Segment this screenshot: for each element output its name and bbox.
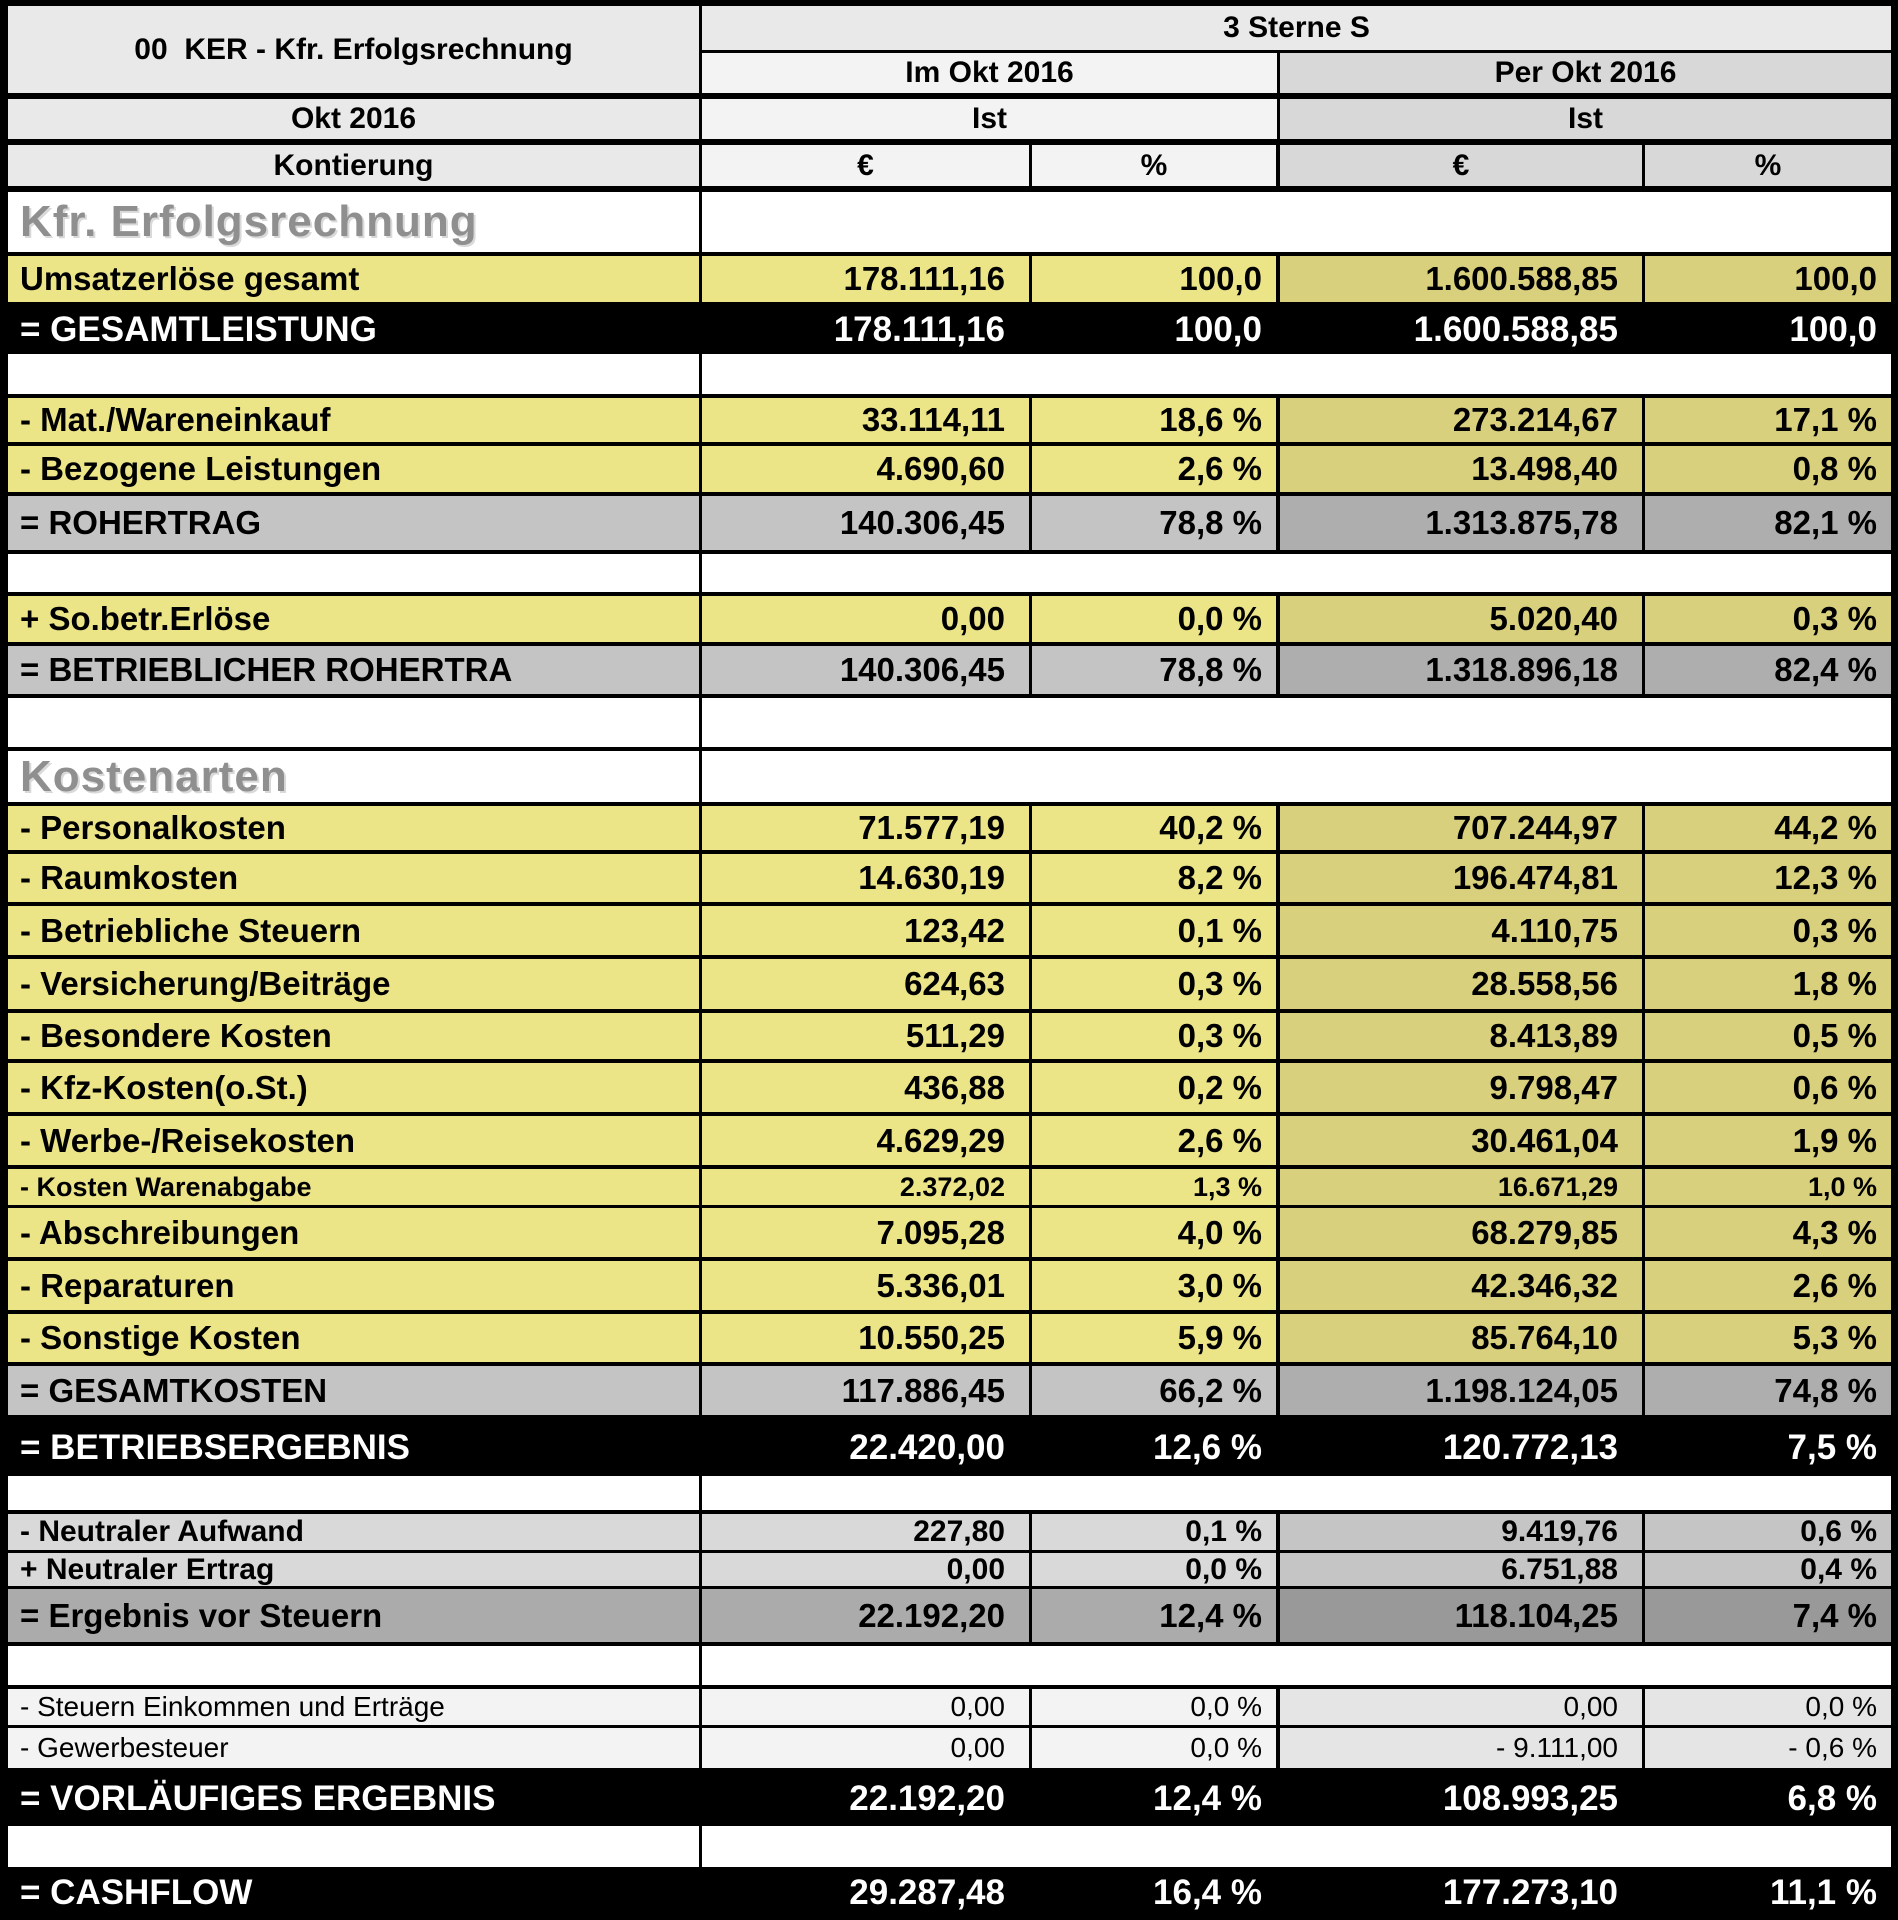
table-row [8, 1261, 1891, 1314]
eur-month-header: € [702, 145, 1032, 186]
pct-ytd-value: 74,8 % [1645, 1366, 1891, 1415]
pct-ytd-value: 100,0 [1645, 256, 1891, 302]
row-label: - Besondere Kosten [8, 1013, 702, 1059]
spacer-row [8, 698, 1891, 751]
row-label: = VORLÄUFIGES ERGEBNIS [8, 1771, 702, 1826]
pct-month-header: % [1032, 145, 1280, 186]
ist-month-label: Ist [702, 99, 1280, 139]
spacer-cell [8, 1826, 702, 1867]
kontierung-label: Kontierung [8, 145, 702, 186]
table-row [8, 306, 1891, 354]
pct-month-value: 0,2 % [1032, 1063, 1280, 1112]
pct-month-value: 18,6 % [1032, 398, 1280, 442]
eur-ytd-value: 1.600.588,85 [1280, 306, 1645, 354]
pct-ytd-value: 100,0 [1645, 306, 1891, 354]
table-row [8, 1208, 1891, 1261]
table-row [8, 1116, 1891, 1169]
section-title-row [8, 192, 1891, 256]
spacer-row [8, 1476, 1891, 1514]
column-header-row [8, 145, 1891, 192]
eur-month-value: 7.095,28 [702, 1208, 1032, 1257]
eur-month-value: 29.287,48 [702, 1871, 1032, 1914]
spacer-cell [8, 698, 702, 747]
pct-month-value: 78,8 % [1032, 646, 1280, 694]
eur-ytd-value: 0,00 [1280, 1689, 1645, 1725]
eur-month-value: 0,00 [702, 596, 1032, 642]
eur-ytd-value: 108.993,25 [1280, 1771, 1645, 1826]
row-label: - Steuern Einkommen und Erträge [8, 1689, 702, 1725]
eur-month-value: 4.690,60 [702, 446, 1032, 492]
spacer-row [8, 1646, 1891, 1689]
table-row [8, 1013, 1891, 1063]
eur-ytd-value: 5.020,40 [1280, 596, 1645, 642]
table-row [8, 596, 1891, 646]
pct-ytd-value: 0,4 % [1645, 1553, 1891, 1586]
eur-month-value: 22.192,20 [702, 1771, 1032, 1826]
row-label: - Kfz-Kosten(o.St.) [8, 1063, 702, 1112]
spacer-fill [702, 698, 1891, 747]
pct-ytd-value: - 0,6 % [1645, 1728, 1891, 1768]
row-label: - Kosten Warenabgabe [8, 1169, 702, 1205]
pct-ytd-value: 44,2 % [1645, 806, 1891, 850]
period-label: Okt 2016 [8, 99, 702, 139]
pct-month-value: 100,0 [1032, 306, 1280, 354]
pct-ytd-value: 4,3 % [1645, 1208, 1891, 1257]
report-header [8, 6, 1891, 99]
eur-ytd-value: 8.413,89 [1280, 1013, 1645, 1059]
pct-ytd-value: 2,6 % [1645, 1261, 1891, 1310]
row-label: - Sonstige Kosten [8, 1314, 702, 1362]
pct-ytd-value: 12,3 % [1645, 854, 1891, 902]
row-label: Umsatzerlöse gesamt [8, 256, 702, 302]
eur-ytd-header: € [1280, 145, 1645, 186]
table-row [8, 1771, 1891, 1826]
row-label: - Raumkosten [8, 854, 702, 902]
eur-ytd-value: 13.498,40 [1280, 446, 1645, 492]
pct-month-value: 0,1 % [1032, 1514, 1280, 1550]
row-label: - Neutraler Aufwand [8, 1514, 702, 1550]
table-row [8, 1314, 1891, 1366]
eur-month-value: 178.111,16 [702, 306, 1032, 354]
spacer-fill [702, 1646, 1891, 1685]
table-row [8, 1689, 1891, 1728]
entity-name: 3 Sterne S [702, 6, 1891, 53]
pct-ytd-value: 0,3 % [1645, 906, 1891, 955]
eur-month-value: 178.111,16 [702, 256, 1032, 302]
pct-month-value: 16,4 % [1032, 1871, 1280, 1914]
spacer-fill [702, 1826, 1891, 1867]
spacer-fill [702, 751, 1891, 802]
table-row [8, 959, 1891, 1013]
eur-ytd-value: 273.214,67 [1280, 398, 1645, 442]
pct-month-value: 2,6 % [1032, 1116, 1280, 1165]
pct-month-value: 40,2 % [1032, 806, 1280, 850]
table-row [8, 1063, 1891, 1116]
pct-ytd-value: 7,5 % [1645, 1419, 1891, 1476]
pct-month-value: 66,2 % [1032, 1366, 1280, 1415]
eur-month-value: 140.306,45 [702, 646, 1032, 694]
eur-ytd-value: - 9.111,00 [1280, 1728, 1645, 1768]
report-header-right [702, 6, 1891, 93]
eur-ytd-value: 1.198.124,05 [1280, 1366, 1645, 1415]
pct-month-value: 0,3 % [1032, 1013, 1280, 1059]
row-label: = CASHFLOW [8, 1871, 702, 1914]
pct-month-value: 2,6 % [1032, 446, 1280, 492]
pct-ytd-value: 17,1 % [1645, 398, 1891, 442]
pct-month-value: 0,0 % [1032, 1689, 1280, 1725]
pct-month-value: 1,3 % [1032, 1169, 1280, 1205]
section-title: Kostenarten [8, 751, 702, 802]
eur-ytd-value: 4.110,75 [1280, 906, 1645, 955]
pct-ytd-header: % [1645, 145, 1891, 186]
pct-month-value: 0,1 % [1032, 906, 1280, 955]
row-label: = GESAMTLEISTUNG [8, 306, 702, 354]
pct-ytd-value: 82,1 % [1645, 496, 1891, 550]
eur-month-value: 14.630,19 [702, 854, 1032, 902]
report-title: 00 KER - Kfr. Erfolgsrechnung [8, 6, 702, 93]
row-label: = Ergebnis vor Steuern [8, 1589, 702, 1642]
pct-ytd-value: 0,0 % [1645, 1689, 1891, 1725]
row-label: + Neutraler Ertrag [8, 1553, 702, 1586]
pct-month-value: 12,6 % [1032, 1419, 1280, 1476]
pct-month-value: 100,0 [1032, 256, 1280, 302]
period-row [8, 99, 1891, 145]
pct-month-value: 5,9 % [1032, 1314, 1280, 1362]
table-row [8, 906, 1891, 959]
eur-month-value: 5.336,01 [702, 1261, 1032, 1310]
report-body [8, 192, 1891, 1914]
row-label: = GESAMTKOSTEN [8, 1366, 702, 1415]
eur-ytd-value: 1.318.896,18 [1280, 646, 1645, 694]
pct-ytd-value: 1,9 % [1645, 1116, 1891, 1165]
row-label: - Mat./Wareneinkauf [8, 398, 702, 442]
eur-ytd-value: 1.600.588,85 [1280, 256, 1645, 302]
table-row [8, 854, 1891, 906]
pct-month-value: 3,0 % [1032, 1261, 1280, 1310]
row-label: = ROHERTRAG [8, 496, 702, 550]
spacer-row [8, 554, 1891, 596]
eur-ytd-value: 196.474,81 [1280, 854, 1645, 902]
row-label: - Reparaturen [8, 1261, 702, 1310]
eur-month-value: 436,88 [702, 1063, 1032, 1112]
row-label: - Gewerbesteuer [8, 1728, 702, 1768]
eur-month-value: 2.372,02 [702, 1169, 1032, 1205]
spacer-cell [8, 554, 702, 592]
eur-month-value: 117.886,45 [702, 1366, 1032, 1415]
spacer-fill [702, 354, 1891, 394]
eur-ytd-value: 16.671,29 [1280, 1169, 1645, 1205]
pct-month-value: 78,8 % [1032, 496, 1280, 550]
row-label: - Abschreibungen [8, 1208, 702, 1257]
pct-ytd-value: 0,8 % [1645, 446, 1891, 492]
pct-ytd-value: 11,1 % [1645, 1871, 1891, 1914]
eur-month-value: 0,00 [702, 1689, 1032, 1725]
eur-ytd-value: 1.313.875,78 [1280, 496, 1645, 550]
eur-ytd-value: 85.764,10 [1280, 1314, 1645, 1362]
pct-ytd-value: 6,8 % [1645, 1771, 1891, 1826]
pct-ytd-value: 0,6 % [1645, 1063, 1891, 1112]
pct-month-value: 0,0 % [1032, 1728, 1280, 1768]
spacer-cell [8, 1476, 702, 1510]
eur-ytd-value: 42.346,32 [1280, 1261, 1645, 1310]
table-row [8, 1169, 1891, 1208]
row-label: + So.betr.Erlöse [8, 596, 702, 642]
eur-month-value: 33.114,11 [702, 398, 1032, 442]
spacer-fill [702, 554, 1891, 592]
eur-ytd-value: 118.104,25 [1280, 1589, 1645, 1642]
spacer-cell [8, 354, 702, 394]
eur-ytd-value: 120.772,13 [1280, 1419, 1645, 1476]
table-row [8, 1871, 1891, 1914]
row-label: - Personalkosten [8, 806, 702, 850]
row-label: - Betriebliche Steuern [8, 906, 702, 955]
eur-ytd-value: 707.244,97 [1280, 806, 1645, 850]
pct-month-value: 12,4 % [1032, 1771, 1280, 1826]
table-row [8, 256, 1891, 306]
pct-ytd-value: 1,0 % [1645, 1169, 1891, 1205]
eur-month-value: 624,63 [702, 959, 1032, 1009]
pct-month-value: 4,0 % [1032, 1208, 1280, 1257]
table-row [8, 646, 1891, 698]
pct-ytd-value: 0,5 % [1645, 1013, 1891, 1059]
table-row [8, 446, 1891, 496]
row-label: - Bezogene Leistungen [8, 446, 702, 492]
pct-ytd-value: 5,3 % [1645, 1314, 1891, 1362]
eur-ytd-value: 177.273,10 [1280, 1871, 1645, 1914]
eur-ytd-value: 68.279,85 [1280, 1208, 1645, 1257]
eur-month-value: 227,80 [702, 1514, 1032, 1550]
table-row [8, 1366, 1891, 1419]
pct-month-value: 12,4 % [1032, 1589, 1280, 1642]
pct-month-value: 0,0 % [1032, 596, 1280, 642]
spacer-fill [702, 1476, 1891, 1510]
table-row [8, 1514, 1891, 1553]
eur-month-value: 22.420,00 [702, 1419, 1032, 1476]
eur-month-value: 22.192,20 [702, 1589, 1032, 1642]
column-group-ytd: Per Okt 2016 [1280, 53, 1891, 93]
eur-month-value: 123,42 [702, 906, 1032, 955]
pct-ytd-value: 0,3 % [1645, 596, 1891, 642]
spacer-fill [702, 192, 1891, 252]
row-label: = BETRIEBSERGEBNIS [8, 1419, 702, 1476]
pct-month-value: 0,0 % [1032, 1553, 1280, 1586]
table-row [8, 1728, 1891, 1771]
pct-ytd-value: 7,4 % [1645, 1589, 1891, 1642]
pct-ytd-value: 1,8 % [1645, 959, 1891, 1009]
pct-month-value: 8,2 % [1032, 854, 1280, 902]
eur-ytd-value: 28.558,56 [1280, 959, 1645, 1009]
table-row [8, 806, 1891, 854]
row-label: = BETRIEBLICHER ROHERTRA [8, 646, 702, 694]
section-title: Kfr. Erfolgsrechnung [8, 192, 702, 252]
pct-ytd-value: 0,6 % [1645, 1514, 1891, 1550]
eur-month-value: 511,29 [702, 1013, 1032, 1059]
eur-month-value: 10.550,25 [702, 1314, 1032, 1362]
eur-ytd-value: 6.751,88 [1280, 1553, 1645, 1586]
spacer-cell [8, 1646, 702, 1685]
spacer-row [8, 1826, 1891, 1871]
table-row [8, 1419, 1891, 1476]
pct-month-value: 0,3 % [1032, 959, 1280, 1009]
eur-month-value: 0,00 [702, 1553, 1032, 1586]
eur-ytd-value: 30.461,04 [1280, 1116, 1645, 1165]
table-row [8, 1589, 1891, 1646]
row-label: - Versicherung/Beiträge [8, 959, 702, 1009]
table-row [8, 1553, 1891, 1589]
eur-ytd-value: 9.798,47 [1280, 1063, 1645, 1112]
pct-ytd-value: 82,4 % [1645, 646, 1891, 694]
eur-month-value: 4.629,29 [702, 1116, 1032, 1165]
row-label: - Werbe-/Reisekosten [8, 1116, 702, 1165]
spacer-row [8, 354, 1891, 398]
table-row [8, 398, 1891, 446]
eur-month-value: 140.306,45 [702, 496, 1032, 550]
ist-ytd-label: Ist [1280, 99, 1891, 139]
section-title-row [8, 751, 1891, 806]
eur-month-value: 71.577,19 [702, 806, 1032, 850]
eur-ytd-value: 9.419,76 [1280, 1514, 1645, 1550]
table-row [8, 496, 1891, 554]
eur-month-value: 0,00 [702, 1728, 1032, 1768]
column-group-month: Im Okt 2016 [702, 53, 1280, 93]
